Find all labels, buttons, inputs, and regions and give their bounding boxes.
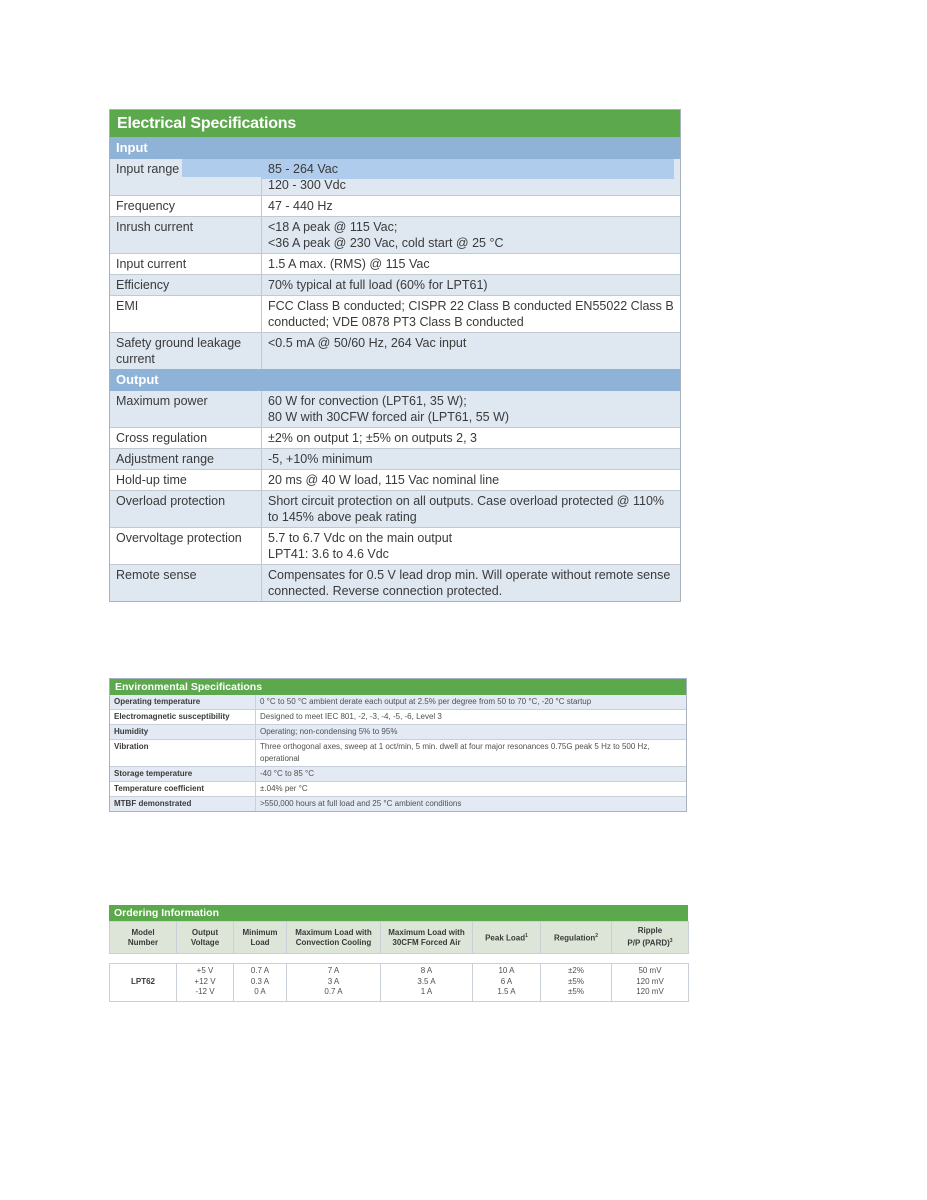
spec-label: Remote sense <box>110 565 262 601</box>
spec-value <box>262 275 680 295</box>
ordering-column-header <box>381 922 473 954</box>
ordering-column-header <box>234 922 287 954</box>
environmental-rows <box>110 695 686 811</box>
ordering-header-line: P/P (PARD)$^3$ <box>627 938 673 948</box>
spec-value <box>262 296 680 332</box>
ordering-value: ±2% <box>568 966 584 975</box>
ordering-value: 7 A <box>327 966 340 975</box>
ordering-value: 6 A <box>500 976 513 986</box>
ordering-header-line: Load <box>250 937 270 947</box>
ordering-column-header <box>287 922 381 954</box>
input-section-header: Input <box>110 137 680 159</box>
footnote-marker: 3 <box>669 938 673 945</box>
ordering-cell <box>287 964 381 1002</box>
spec-label: Hold-up time <box>110 470 262 490</box>
spec-row <box>110 490 680 527</box>
env-value: 0 °C to 50 °C ambient derate each output at 2.5% per degree from 50 to 70 °C, -20 °C startup <box>260 697 592 706</box>
spec-value-line: 85 - 264 Vac <box>262 159 674 179</box>
ordering-column-header <box>177 922 234 954</box>
spec-label: Inrush current <box>110 217 262 253</box>
spec-label: EMI <box>110 296 262 332</box>
spec-label: Maximum power <box>110 391 262 427</box>
env-label: Humidity <box>110 725 256 739</box>
env-value: Designed to meet IEC 801, -2, -3, -4, -5, -6, Level 3 <box>260 712 442 721</box>
spec-label: Adjustment range <box>110 449 262 469</box>
ordering-header-line: Regulation$^2$ <box>553 933 599 943</box>
spec-value-line: Short circuit protection on all outputs. Case overload protected @ 110% to 145% above peak rating <box>268 494 665 524</box>
spec-value-line: <18 A peak @ 115 Vac; <box>268 220 398 234</box>
env-value: -40 °C to 85 °C <box>260 769 314 778</box>
spec-value <box>262 333 680 369</box>
ordering-value: 120 mV <box>636 987 664 996</box>
electrical-specifications-table <box>109 109 681 602</box>
ordering-value: 1 A <box>420 987 433 996</box>
footnote-marker: 1 <box>525 933 528 940</box>
spec-label: Cross regulation <box>110 428 262 448</box>
spec-row <box>110 253 680 274</box>
spec-value-line: 70% typical at full load (60% for LPT61) <box>268 278 488 292</box>
output-section-header: Output <box>110 369 680 391</box>
ordering-cell <box>541 964 612 1002</box>
ordering-data-row <box>110 964 689 1002</box>
env-label: Operating temperature <box>110 695 256 709</box>
ordering-value: -12 V <box>195 987 215 996</box>
spec-value-line: <36 A peak @ 230 Vac, cold start @ 25 °C <box>268 236 504 250</box>
ordering-value: 1.5 A <box>497 987 516 996</box>
ordering-header-line: Minimum <box>242 927 278 937</box>
ordering-header-line: Peak Load$^1$ <box>485 933 528 943</box>
ordering-value: 120 mV <box>636 976 664 986</box>
ordering-grid <box>109 921 689 1002</box>
spec-row <box>110 564 680 601</box>
spec-label: Frequency <box>110 196 262 216</box>
spec-value-line: Compensates for 0.5 V lead drop min. Will operate without remote sense connected. Reverse connection protected. <box>268 568 671 598</box>
ordering-header-line: Convection Cooling <box>295 937 372 947</box>
output-rows <box>110 391 680 601</box>
spec-value-line: 80 W with 30CFW forced air (LPT61, 55 W) <box>268 410 510 424</box>
ordering-header-line: Maximum Load with <box>388 927 465 937</box>
env-row <box>110 724 686 739</box>
spec-value <box>262 491 680 527</box>
spec-row <box>110 332 680 369</box>
ordering-header-line: Output <box>191 927 219 937</box>
spec-value <box>262 254 680 274</box>
model-number: LPT62 <box>110 964 177 1002</box>
footnote-marker: 2 <box>595 933 599 940</box>
spec-value-line: 20 ms @ 40 W load, 115 Vac nominal line <box>268 473 500 487</box>
spec-value-line: 1.5 A max. (RMS) @ 115 Vac <box>268 257 430 271</box>
ordering-value: ±5% <box>568 976 584 986</box>
spec-row <box>110 159 680 195</box>
spec-row <box>110 295 680 332</box>
env-label: Vibration <box>110 740 256 766</box>
spec-value-line: -5, +10% minimum <box>268 452 373 466</box>
ordering-value: +5 V <box>196 966 214 975</box>
spec-value-line: LPT41: 3.6 to 4.6 Vdc <box>268 547 389 561</box>
env-label: Electromagnetic susceptibility <box>110 710 256 724</box>
env-value: >550,000 hours at full load and 25 °C ambient conditions <box>260 799 462 808</box>
ordering-header-line: Maximum Load with <box>295 927 372 937</box>
ordering-value: 8 A <box>420 966 433 975</box>
env-row <box>110 781 686 796</box>
spec-value-line: 47 - 440 Hz <box>268 199 333 213</box>
spec-row <box>110 216 680 253</box>
spec-value-line: 5.7 to 6.7 Vdc on the main output <box>268 531 453 545</box>
spec-label: Overload protection <box>110 491 262 527</box>
ordering-cell <box>234 964 287 1002</box>
ordering-column-header <box>110 922 177 954</box>
ordering-header-line: Voltage <box>190 937 220 947</box>
spec-value <box>262 565 680 601</box>
ordering-header-line: 30CFM Forced Air <box>392 937 461 947</box>
env-label: MTBF demonstrated <box>110 797 256 811</box>
ordering-information-title: Ordering Information <box>109 905 688 921</box>
env-value: Three orthogonal axes, sweep at 1 oct/min, 5 min. dwell at four major resonances 0.75G peak 5 Hz to 500 Hz, operational <box>260 742 650 763</box>
spec-value <box>262 159 680 195</box>
spec-value <box>262 528 680 564</box>
spec-value <box>262 428 680 448</box>
ordering-header-line: Ripple <box>637 926 663 936</box>
ordering-header-row <box>110 922 689 954</box>
ordering-header-line: Model <box>131 927 155 937</box>
ordering-value: 0 A <box>254 987 266 996</box>
ordering-cell <box>381 964 473 1002</box>
spec-value-line: FCC Class B conducted; CISPR 22 Class B conducted EN55022 Class B conducted; VDE 0878 PT3 Class B conducted <box>268 299 674 329</box>
spec-row <box>110 427 680 448</box>
spec-value <box>262 449 680 469</box>
spec-value-line: 60 W for convection (LPT61, 35 W); <box>268 394 467 408</box>
env-label: Storage temperature <box>110 767 256 781</box>
ordering-value: 0.3 A <box>250 976 270 986</box>
env-row <box>110 709 686 724</box>
spec-row <box>110 469 680 490</box>
spec-value-line: <0.5 mA @ 50/60 Hz, 264 Vac input <box>268 336 467 350</box>
spec-row <box>110 274 680 295</box>
env-label: Temperature coefficient <box>110 782 256 796</box>
spec-row <box>110 527 680 564</box>
spec-value <box>262 391 680 427</box>
ordering-column-header <box>612 922 689 954</box>
env-value: Operating; non-condensing 5% to 95% <box>260 727 398 736</box>
ordering-information-table <box>109 905 688 1002</box>
spec-row <box>110 391 680 427</box>
ordering-column-header <box>541 922 612 954</box>
ordering-cell <box>612 964 689 1002</box>
ordering-value: 0.7 A <box>324 987 343 996</box>
ordering-header-line: Number <box>127 937 159 947</box>
env-value: ±.04% per °C <box>260 784 308 793</box>
spec-value <box>262 217 680 253</box>
env-row <box>110 796 686 811</box>
ordering-value: 3.5 A <box>417 976 436 986</box>
spec-label: Efficiency <box>110 275 262 295</box>
spec-label: Overvoltage protection <box>110 528 262 564</box>
ordering-value: ±5% <box>568 987 584 996</box>
environmental-specifications-table <box>109 678 687 812</box>
environmental-specifications-title: Environmental Specifications <box>110 679 686 695</box>
ordering-value: +12 V <box>194 976 216 986</box>
spec-value <box>262 196 680 216</box>
ordering-column-header <box>473 922 541 954</box>
spec-value-line: 120 - 300 Vdc <box>268 178 346 192</box>
ordering-value: 10 A <box>498 966 515 975</box>
env-row <box>110 739 686 766</box>
input-rows <box>110 159 680 369</box>
spec-value-line: ±2% on output 1; ±5% on outputs 2, 3 <box>268 431 478 445</box>
ordering-cell <box>177 964 234 1002</box>
electrical-specifications-title: Electrical Specifications <box>110 110 680 137</box>
spec-row <box>110 195 680 216</box>
ordering-value: 50 mV <box>638 966 662 975</box>
env-row <box>110 695 686 709</box>
ordering-cell <box>473 964 541 1002</box>
spec-value <box>262 470 680 490</box>
spec-row <box>110 448 680 469</box>
spec-label: Input current <box>110 254 262 274</box>
env-row <box>110 766 686 781</box>
ordering-value: 0.7 A <box>250 966 270 975</box>
spec-label: Safety ground leakage current <box>110 333 262 369</box>
spec-label: Input range <box>110 159 262 195</box>
ordering-value: 3 A <box>327 976 340 986</box>
